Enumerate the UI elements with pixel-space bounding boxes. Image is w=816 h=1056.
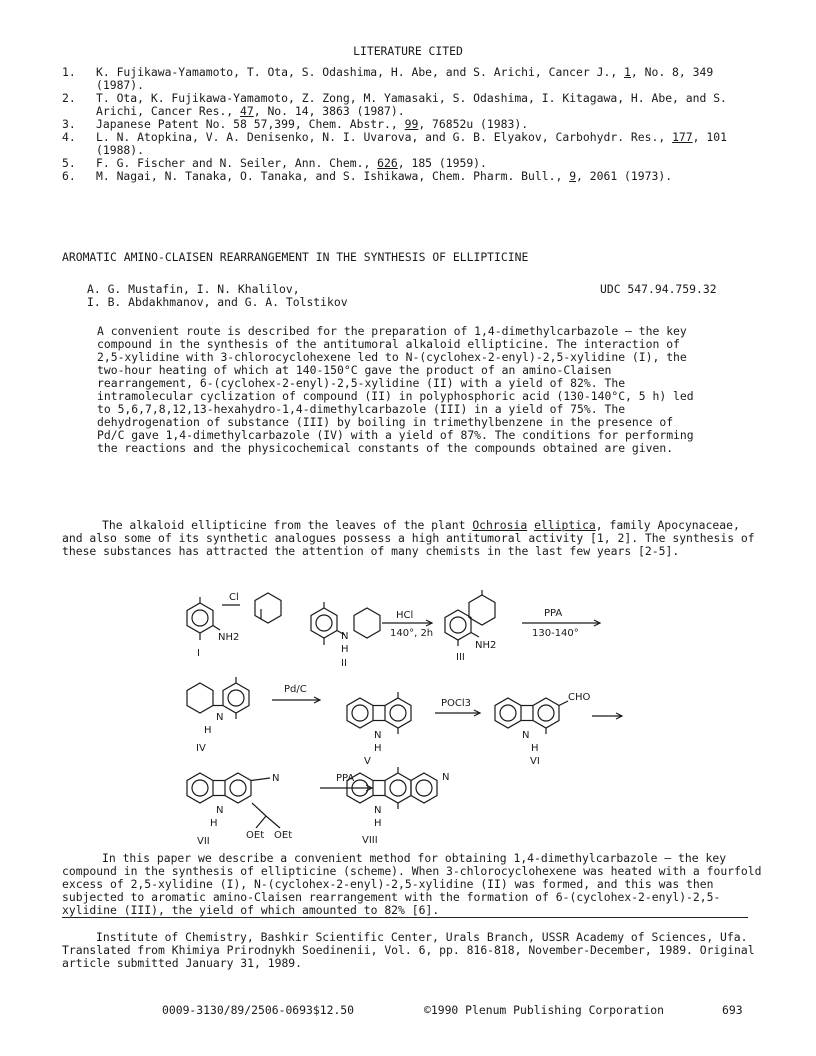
article-authors [87, 283, 387, 309]
paragraph-text: In this paper we describe a convenient method for obtaining 1,4-dimethylcarbazole — the key compound in the synthesis of ellipticine (scheme). When 3-chlorocyclohexene was heated with a fourfold excess of 2,5-xylidine (I), N-(cyclohex-2-enyl)-2,5-xylidine (II) was formed, and this was then subjected to aromatic amino-Claisen rearrangement with the formation of 6-(cyclohex-2-enyl)-2,5-xylidine (III), the yield of which amounted to 82% [6]. [62, 851, 762, 917]
compound-label: IV [196, 743, 206, 754]
nitrogen-label: N [442, 772, 450, 783]
reagent-pocl3: POCl3 [441, 698, 472, 709]
nitrogen-label: N [374, 730, 382, 741]
genus-name: Ochrosia [472, 518, 528, 532]
compound-vii-structure [187, 773, 280, 828]
reference-volume: 99 [404, 117, 419, 131]
reference-volume: 177 [672, 130, 693, 144]
hydrogen-label: H [210, 818, 218, 829]
affiliation-text: Institute of Chemistry, Bashkir Scientific Center, Urals Branch, USSR Academy of Sciences, Ufa. Translated from Khimiya Prirodnykh Soedinenii, Vol. 6, pp. 816-818, November-December, 1989. Original article submitted January 31, 1989. [62, 930, 755, 970]
references-heading: LITERATURE CITED [353, 44, 463, 58]
hydrogen-label: H [531, 743, 539, 754]
affiliation-footnote [62, 931, 768, 970]
compound-iii-structure [445, 590, 495, 646]
compound-label: III [456, 652, 465, 663]
compound-label: VI [530, 756, 540, 767]
reference-text-end: , 2061 (1973). [576, 169, 673, 183]
synthesis-scheme [160, 588, 630, 846]
reference-text: F. G. Fischer and N. Seiler, Ann. Chem., [96, 156, 378, 170]
reference-text-end: , No. 8, 349 (1987). [96, 65, 714, 92]
paragraph-text-end: , family Apocynaceae, and also some of its synthetic analogues possess a high antitumoral activity [1, 2]. The synthesis of these substances has attracted the attention of many chemists in the last few years [2-5]. [62, 518, 755, 558]
nitrogen-label: N [216, 712, 224, 723]
nitrogen-label: N [374, 805, 382, 816]
reference-item [62, 66, 762, 92]
footnote-divider [62, 917, 748, 918]
reference-text: L. N. Atopkina, V. A. Denisenko, N. I. Uvarova, and G. B. Elyakov, Carbohydr. Res., [96, 130, 673, 144]
compound-label: II [341, 658, 347, 669]
reference-text-end: , 101 (1988). [96, 130, 727, 157]
issn-code: 0009-3130/89/2506-0693$12.50 [162, 1003, 355, 1017]
nitrogen-label: N [522, 730, 530, 741]
reference-text: M. Nagai, N. Tanaka, O. Tanaka, and S. Ishikawa, Chem. Pharm. Bull., [96, 169, 570, 183]
aldehyde-label: CHO [568, 692, 591, 703]
reference-list [62, 66, 762, 183]
compound-label: VII [197, 836, 210, 846]
reference-number: 6. [62, 169, 76, 183]
compound-label: V [364, 756, 371, 767]
nitrogen-label: N [341, 631, 349, 642]
reagent-hcl: HCl [396, 610, 414, 621]
abstract: A convenient route is described for the preparation of 1,4-dimethylcarbazole — the key compound in the synthesis of the antitumoral alkaloid ellipticine. The interaction of 2,5-xylidine with 3-chlorocyclohexene led to N-(cyclohex-2-enyl)-2,5-xylidine (I), the two-hour heating of which at 140-150°C gave the product of an amino-Claisen rearrangement, 6-(cyclohex-2-enyl)-2,5-xylidine (II) with a yield of 82%. The intramolecular cyclization of compound (II) in polyphosphoric acid (130-140°C, 5 h) led to 5,6,7,8,12,13-hexahydro-1,4-dimethylcarbazole (III) in a yield of 75%. The dehydrogenation of substance (III) by boiling in trimethylbenzene in the presence of Pd/C gave 1,4-dimethylcarbazole (IV) with a yield of 87%. The conditions for performing the reactions and the physicochemical constants of the compounds obtained are given. [97, 324, 694, 455]
ethoxy-label: OEt [246, 830, 265, 841]
compound-label: VIII [362, 835, 378, 846]
authors-line: I. B. Abdakhmanov, and G. A. Tolstikov [87, 295, 348, 309]
hydrogen-label: H [341, 644, 349, 655]
reference-number: 3. [62, 117, 76, 131]
publisher-copyright: ©1990 Plenum Publishing Corporation [424, 1003, 665, 1017]
hydrogen-label: H [374, 743, 382, 754]
condition-temperature: 140°, 2h [390, 628, 434, 639]
reference-text-end: , No. 14, 3863 (1987). [253, 104, 405, 118]
nitrogen-label: N [272, 773, 280, 784]
reference-volume: 47 [240, 104, 254, 118]
article-title: AROMATIC AMINO-CLAISEN REARRANGEMENT IN THE SYNTHESIS OF ELLIPTICINE [62, 250, 529, 264]
amine-label: NH2 [475, 640, 497, 651]
reference-number: 4. [62, 130, 76, 144]
amine-label: NH2 [218, 632, 240, 643]
nitrogen-label: N [216, 805, 224, 816]
reference-number: 1. [62, 65, 76, 79]
reference-text: K. Fujikawa-Yamamoto, T. Ota, S. Odashima, H. Abe, and S. Arichi, Cancer J., [96, 65, 625, 79]
paragraph-text: The alkaloid ellipticine from the leaves of the plant [102, 518, 473, 532]
reference-number: 5. [62, 156, 76, 170]
hydrogen-label: H [374, 818, 382, 829]
reagent-ppa: PPA [336, 773, 355, 784]
reference-volume: 1 [624, 65, 631, 79]
hydrogen-label: H [204, 725, 212, 736]
method-paragraph [62, 852, 762, 917]
compound-vi-structure [495, 698, 568, 734]
reference-item [62, 170, 762, 183]
reference-text-end: , 76852u (1983). [418, 117, 529, 131]
chlorine-label: Cl [229, 592, 239, 603]
page-number: 693 [722, 1003, 743, 1017]
species-name: elliptica [534, 518, 596, 532]
intro-paragraph [62, 519, 762, 558]
ethoxy-label: OEt [274, 830, 293, 841]
compound-v-structure [347, 692, 411, 734]
reference-item [62, 131, 762, 157]
authors-line: A. G. Mustafin, I. N. Khalilov, [87, 282, 300, 296]
reference-volume: 626 [377, 156, 398, 170]
reference-text: Japanese Patent No. 58 57,399, Chem. Abstr., [96, 117, 405, 131]
reference-text-end: , 185 (1959). [397, 156, 487, 170]
condition-temperature: 130-140° [532, 628, 579, 639]
reference-item [62, 92, 762, 118]
reference-volume: 9 [569, 169, 577, 183]
reagent-ppa: PPA [544, 608, 563, 619]
compound-label: I [197, 648, 200, 659]
reference-text: T. Ota, K. Fujikawa-Yamamoto, Z. Zong, M. Yamasaki, S. Odashima, I. Kitagawa, H. Abe, and S. Arichi, Cancer Res., [96, 91, 727, 118]
udc-code: UDC 547.94.759.32 [600, 282, 717, 296]
reference-number: 2. [62, 91, 76, 105]
reagent-pdc: Pd/C [284, 684, 307, 695]
